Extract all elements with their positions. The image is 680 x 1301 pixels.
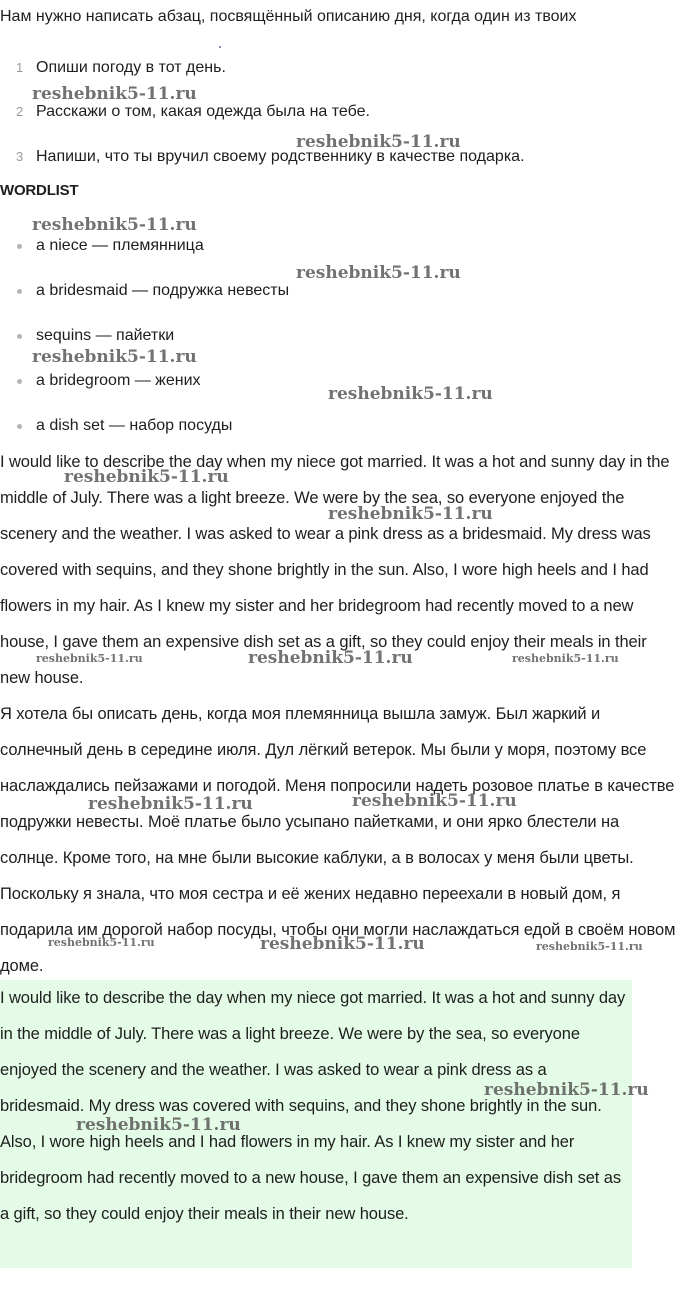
watermark: reshebnik5-11.ru xyxy=(248,648,413,668)
watermark: reshebnik5-11.ru xyxy=(260,934,425,954)
russian-paragraph: Я хотела бы описать день, когда моя племянница вышла замуж. Был жаркий и солнечный день в середине июля. Дул лёгкий ветерок. Мы были у моря, поэтому все наслаждались пейзажами и погодой. Меня попросили надеть розовое платье в качестве подружки невесты. Моё платье было усыпано пайетками, и они ярко блестели на солнце. Кроме того, на мне были высокие каблуки, а в волосах у меня были цветы. Поскольку я знала, что моя сестра и её жених недавно переехали в новый дом, я подарила им дорогой набор посуды, чтобы они могли наслаждаться едой в своём новом доме. xyxy=(0,705,676,975)
wordlist-item-text: a bridesmaid — подружка невесты xyxy=(36,282,290,299)
watermark: reshebnik5-11.ru xyxy=(484,1080,649,1100)
watermark: reshebnik5-11.ru xyxy=(512,652,619,665)
intro-text: Нам нужно написать абзац, посвящённый описанию дня, когда один из твоих xyxy=(0,8,577,25)
watermark: reshebnik5-11.ru xyxy=(536,940,643,953)
wordlist-item-text: a bridegroom — жених xyxy=(36,372,201,389)
watermark: reshebnik5-11.ru xyxy=(328,504,493,524)
highlighted-answer-paragraph: I would like to describe the day when my niece got married. It was a hot and sunny day in the middle of July. There was a light breeze. We were by the sea, so everyone enjoyed the scenery and the weather. I was asked to wear a pink dress as a bridesmaid. My dress was covered with sequins, and they shone brightly in the sun. Also, I wore high heels and I had flowers in my hair. As I knew my sister and her bridegroom had recently moved to a new house, I gave them an expensive dish set as a gift, so they could enjoy their meals in their new house. xyxy=(0,980,632,1268)
watermark: reshebnik5-11.ru xyxy=(32,84,197,104)
english-paragraph: I would like to describe the day when my niece got married. It was a hot and sunny day in the middle of July. There was a light breeze. We were by the sea, so everyone enjoyed the scenery and the weather. I was asked to wear a pink dress as a bridesmaid. My dress was covered with sequins, and they shone brightly in the sun. Also, I wore high heels and I had flowers in my hair. As I knew my sister and her bridegroom had recently moved to a new house, I gave them an expensive dish set as a gift, so they could enjoy their meals in their new house. xyxy=(0,453,670,687)
watermark: reshebnik5-11.ru xyxy=(76,1115,241,1135)
task-text: Расскажи о том, какая одежда была на тебе. xyxy=(36,103,370,120)
wordlist-item-text: a niece — племянница xyxy=(36,237,204,254)
watermark: reshebnik5-11.ru xyxy=(36,652,143,665)
watermark: reshebnik5-11.ru xyxy=(296,263,461,283)
task-number: 3 xyxy=(16,149,24,164)
task-number: 2 xyxy=(16,104,24,119)
bullet-icon xyxy=(17,334,22,339)
watermark: reshebnik5-11.ru xyxy=(352,791,517,811)
wordlist-item-text: a dish set — набор посуды xyxy=(36,417,233,434)
stray-dot xyxy=(219,46,221,48)
bullet-icon xyxy=(17,244,22,249)
bullet-icon xyxy=(17,289,22,294)
watermark: reshebnik5-11.ru xyxy=(64,467,229,487)
watermark: reshebnik5-11.ru xyxy=(328,384,493,404)
task-number: 1 xyxy=(16,60,24,75)
task-text: Опиши погоду в тот день. xyxy=(36,59,226,76)
watermark: reshebnik5-11.ru xyxy=(48,936,155,949)
watermark: reshebnik5-11.ru xyxy=(88,794,253,814)
watermark: reshebnik5-11.ru xyxy=(32,347,197,367)
bullet-icon xyxy=(17,379,22,384)
task-text: Напиши, что ты вручил своему родственнику в качестве подарка. xyxy=(36,148,525,165)
watermark: reshebnik5-11.ru xyxy=(296,132,461,152)
wordlist-item-text: sequins — пайетки xyxy=(36,327,175,344)
watermark: reshebnik5-11.ru xyxy=(32,215,197,235)
bullet-icon xyxy=(17,424,22,429)
wordlist-heading: WORDLIST xyxy=(0,182,79,199)
